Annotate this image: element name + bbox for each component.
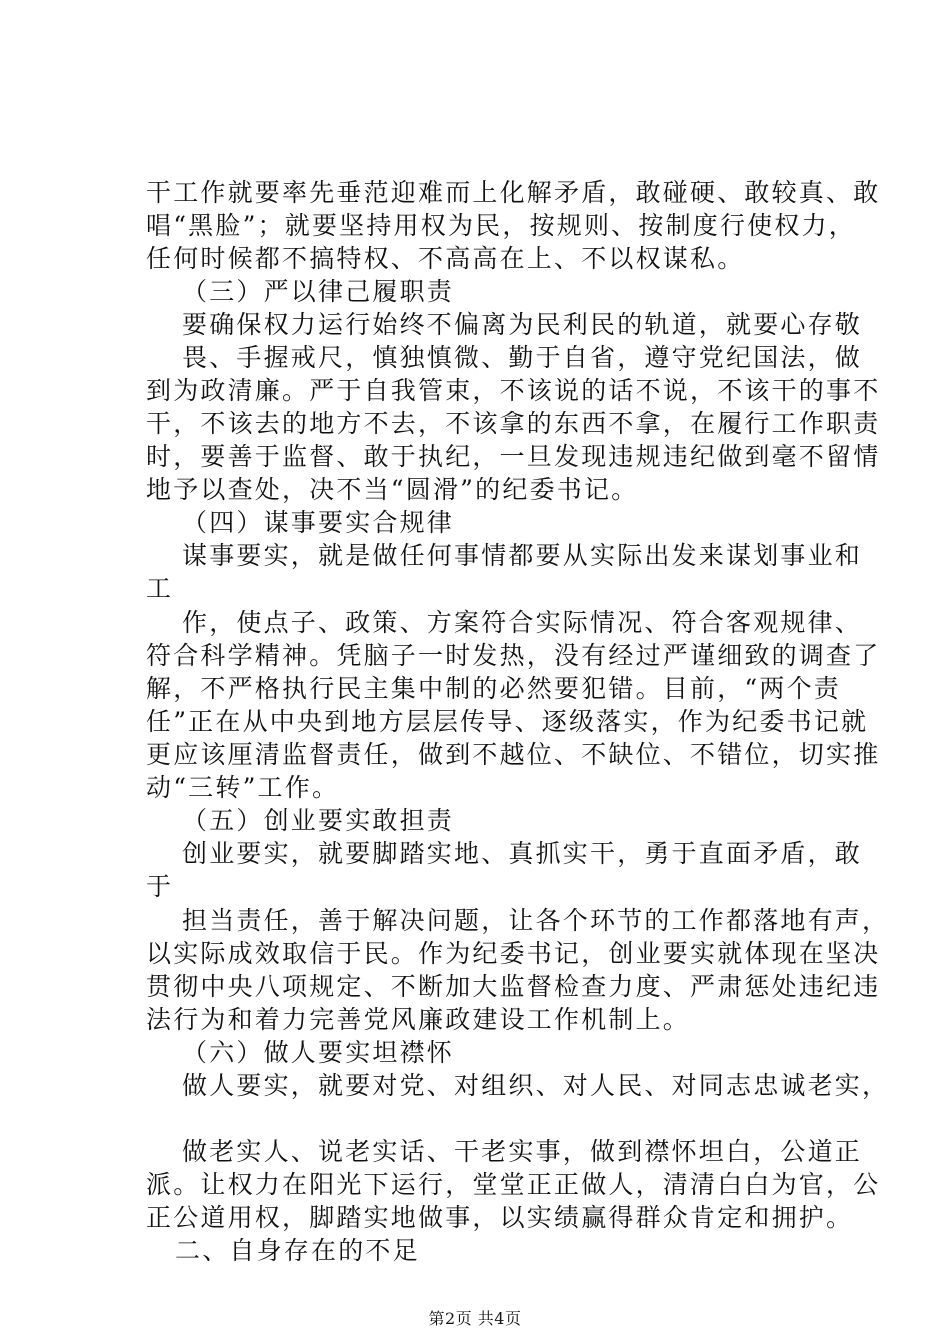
section-heading: （三）严以律己履职责 — [182, 277, 455, 306]
text-line: 时，要善于监督、敢于执纪，一旦发现违规违纪做到毫不留情 — [146, 442, 881, 471]
text-line: 做老实人、说老实话、干老实事，做到襟怀坦白，公道正 — [182, 1137, 863, 1166]
text-line: 干，不该去的地方不去，不该拿的东西不拿，在履行工作职责 — [146, 409, 881, 438]
text-line: 于 — [146, 872, 174, 901]
text-line: 创业要实，就要脚踏实地、真抓实干，勇于直面矛盾，敢 — [182, 839, 863, 868]
text-line: 贯彻中央八项规定、不断加大监督检查力度、严肃惩处违纪违 — [146, 972, 881, 1001]
text-line: 以实际成效取信于民。作为纪委书记，创业要实就体现在坚决 — [146, 939, 881, 968]
text-line: 畏、手握戒尺，慎独慎微、勤于自省，遵守党纪国法，做 — [182, 343, 863, 372]
text-line: 唱“黑脸”；就要坚持用权为民，按规则、按制度行使权力， — [146, 211, 856, 240]
text-line: 担当责任，善于解决问题，让各个环节的工作都落地有声， — [182, 906, 890, 935]
text-line: 干工作就要率先垂范迎难而上化解矛盾，敢碰硬、敢较真、敢 — [146, 178, 881, 207]
text-line: 任”正在从中央到地方层层传导、逐级落实，作为纪委书记就 — [146, 707, 869, 736]
text-line: 谋事要实，就是做任何事情都要从实际出发来谋划事业和 — [182, 541, 863, 570]
text-line: 作，使点子、政策、方案符合实际情况、符合客观规律、 — [182, 608, 863, 637]
text-line: 做人要实，就要对党、对组织、对人民、对同志忠诚老实， — [182, 1071, 890, 1100]
text-line: 到为政清廉。严于自我管束，不该说的话不说，不该干的事不 — [146, 376, 881, 405]
text-line: 符合科学精神。凭脑子一时发热，没有经过严谨细致的调查了 — [146, 641, 881, 670]
page-footer: 第2页 共4页 — [428, 1309, 522, 1328]
section-heading: 二、自身存在的不足 — [175, 1236, 420, 1265]
section-heading: （六）做人要实坦襟怀 — [182, 1038, 455, 1067]
text-line: 要确保权力运行始终不偏离为民利民的轨道，就要心存敬 — [182, 310, 863, 339]
text-line: 正公道用权，脚踏实地做事，以实绩赢得群众肯定和拥护。 — [146, 1203, 854, 1232]
text-line: 法行为和着力完善党风廉政建设工作机制上。 — [146, 1005, 691, 1034]
section-heading: （四）谋事要实合规律 — [182, 508, 455, 537]
text-line: 动“三转”工作。 — [146, 773, 340, 802]
text-line: 派。让权力在阳光下运行，堂堂正正做人，清清白白为官，公 — [146, 1170, 881, 1199]
text-line: 更应该厘清监督责任，做到不越位、不缺位、不错位，切实推 — [146, 740, 881, 769]
text-line: 工 — [146, 574, 174, 603]
text-line: 解，不严格执行民主集中制的必然要犯错。目前，“两个责 — [146, 674, 841, 703]
text-line: 任何时候都不搞特权、不高高在上、不以权谋私。 — [146, 244, 745, 273]
section-heading: （五）创业要实敢担责 — [182, 806, 455, 835]
text-line: 地予以查处，决不当“圆滑”的纪委书记。 — [146, 475, 639, 504]
